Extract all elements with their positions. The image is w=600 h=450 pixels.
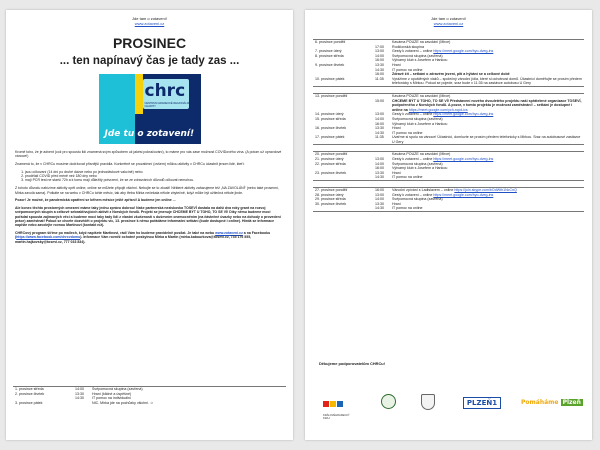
event-time: 13:00: [375, 157, 384, 162]
event-text: Svépomocná skupina (zavřená): [92, 387, 143, 391]
contact-text-pre: CHRCový program šíříme po mailech, když napíšete Martinovi, rádi Vám ho budeme pravidelně posílat. Je také na webu: [15, 231, 216, 236]
event-text: Uvařme si spolu na vánoce! Účastníci, domluvte se prosím předem telefonicky s Mirkou. Sraz na autobusové zastávce U Gery: [392, 135, 581, 144]
event-text: Svépomocná skupina (zavřená): [392, 116, 443, 121]
event-time: 14:30: [75, 396, 84, 401]
right-page: [305, 10, 592, 440]
event-row: [13, 401, 286, 406]
event-text: Kavárna POUZE na zavolání (Mirce): [392, 152, 451, 157]
page-header: [6, 10, 293, 26]
events-table: [13, 386, 286, 405]
thanks-sponsors-text: Děkujeme podporovatelům CHRCu!: [319, 361, 385, 366]
event-day: 8. prosince středa: [315, 53, 344, 58]
meeting-link[interactable]: https://meet.google.com/ych-ropd-ics: [408, 107, 468, 112]
event-time: 16:00: [375, 58, 384, 63]
event-day: 15. prosince středa: [315, 116, 346, 121]
event-description: [390, 77, 584, 87]
week-spacer-cell: [313, 86, 584, 93]
event-day: 28. prosince úterý: [315, 192, 344, 197]
event-time: 16:00: [375, 166, 384, 171]
round-seal-logo: [381, 394, 397, 412]
plzen-text: PLZEŇ: [466, 399, 493, 407]
event-day: 3. prosince pátek: [15, 400, 43, 405]
event-day: 23. prosince čtvrtek: [315, 170, 347, 175]
event-time: 14:00: [375, 116, 384, 121]
event-time: 17:00: [375, 44, 384, 49]
events-table: [313, 39, 584, 212]
event-text: Hraní: [392, 201, 401, 206]
event-day: 14. prosince úterý: [315, 112, 344, 117]
event-time: [73, 401, 90, 406]
intro-text: [6, 144, 293, 244]
week-spacer: [313, 181, 584, 188]
logo-slogan: Jde tu o zotavení!: [104, 129, 195, 139]
pomahame-plzen-text: Plzeň: [562, 399, 581, 406]
event-text: IT pomoc na online: [392, 175, 423, 180]
event-text: Kavárna POUZE na zavolání (Mirce): [392, 93, 451, 98]
event-text: Výtvarný klub s Josefem a Hankou: [392, 166, 448, 171]
partner-logos: [323, 392, 582, 420]
logo-yellow-stripe: [135, 74, 143, 114]
page-header: [305, 10, 592, 26]
event-text: Zdravě žít – setkání o zdravém jezení, pití a hýbání se a celkové době: [392, 72, 510, 77]
plzen-1-mark: [463, 397, 501, 409]
event-text: IT pomoc na individuální: [92, 396, 131, 401]
event-time: 13:30: [375, 62, 384, 67]
header-slogan: Jde tam o zotavení!: [431, 16, 466, 21]
event-text: Gesty k zotavení – online: [392, 192, 434, 197]
week-spacer-cell: [313, 145, 584, 152]
event-text: Gesty k zotavení – online: [392, 112, 434, 117]
event-time: 13:30: [375, 201, 384, 206]
event-time: 16:00: [375, 121, 384, 126]
event-time: 13:00: [375, 49, 384, 54]
event-text: IT pomoc na online: [392, 206, 423, 211]
header-url-link[interactable]: www.zotaveni.cz: [134, 21, 165, 26]
event-day: [313, 206, 373, 211]
kraj-logo-bars: [323, 394, 353, 412]
event-text: IT pomoc na online: [392, 67, 423, 72]
event-time: 11:35: [373, 77, 390, 87]
event-day: 21. prosince úterý: [315, 157, 344, 162]
conditions-list: [15, 170, 284, 183]
crest-icon: [421, 394, 435, 410]
event-description: [390, 99, 584, 113]
event-text: Výtvarný klub s Josefem a Hankou: [392, 121, 448, 126]
event-time: 14:30: [373, 175, 390, 180]
schedule-week-1: [13, 386, 286, 405]
event-day: 13. prosince pondělí: [313, 93, 373, 98]
event-row: [313, 206, 584, 211]
event-text: Vánoční zpívání s Ladislavem – online: [392, 188, 455, 193]
week-spacer-cell: [313, 181, 584, 188]
event-day: 17. prosince pátek: [313, 135, 373, 145]
meeting-link[interactable]: https://meet.google.com/hyo-dveg-ins: [433, 112, 494, 117]
event-day: 2. prosince čtvrtek: [15, 391, 45, 396]
event-text: Svépomocná skupina (zavřená): [392, 161, 443, 166]
week-spacer: [313, 145, 584, 152]
event-time: 14:00: [73, 387, 90, 392]
event-time: 11:35: [373, 135, 390, 145]
event-time: 13:30: [375, 170, 384, 175]
event-text: Hraní (klidné a úspěšné): [92, 391, 132, 396]
event-row: [313, 99, 584, 113]
kraj-logo: [323, 394, 353, 420]
facebook-link[interactable]: https://www.facebook.com/chrcvdomu: [16, 235, 81, 240]
meeting-link[interactable]: https://join.skype.com/bOdWth1NcCnQ: [454, 188, 517, 193]
event-time: 14:00: [375, 161, 384, 166]
event-time: 14:30: [375, 67, 384, 72]
contact-text-post: ). Informace Vám rovněž ochotně poskytnou Mirka a Martin (mirka.kabourkova@tosevi.cz, 735 176 555, martin.hajkovsky@tosevi.cz, 777 033 834).: [15, 235, 252, 244]
paragraph-online: Z tohoto důvodu nabízíme aktivity opět online, online se můžete připojit všichni. Nebojte se to zkusit! Některé aktivity zařazujeme též „NA ZAVOLÁNÍ“ (nebo také prosenní, Mirka zavolá sama). Potkáte se na webu v CHRCu tohle měsíc, tak aby třeba Mirka nečekala někde zbytečně, když může být užitečná někde jinde.: [15, 186, 279, 195]
event-day: 16. prosince čtvrtek: [315, 126, 347, 131]
event-day: 22. prosince středa: [315, 161, 346, 166]
meeting-link[interactable]: https://meet.google.com/hyo-dveg-ins: [433, 192, 494, 197]
event-text: Rodičovská skupina: [392, 44, 424, 49]
event-time: 14:30: [375, 130, 384, 135]
left-page: [6, 10, 293, 440]
seal-icon: [381, 394, 396, 409]
week-spacer: [313, 86, 584, 93]
event-description: [390, 135, 584, 145]
event-row: [313, 77, 584, 87]
event-text: Gesty k zotavení – online: [392, 49, 434, 54]
paragraph-project: Ale konec těchto prostorných omezení máme taky jednu zprávu dobrou! Naše partnerská neziskovka TOSEVÍ dostala na další dva roky grant na rozvoj svépomocných skupin a celkově sebeaktivujících aktivit z Norských fondů. Projekt se jmenuje CHCEME BÝT U TOHO, TO SE VÍ! Díky němu budeme moci pořádat spousta zajímavých věcí a budeme moci taky tady lidi z vlastní zkušeností s duševním onemocněním (na částečné úvazky nebo na dohody o provedení práce) zaměstnat! Pokud se chcete dozvědět o projektu víc, 13. prosince k němu pořádáme informační setkání (bude dostupné i online). Hledá se informace napište nebo zavolejte rovnou Martinovi (kontakt níž).: [15, 206, 281, 228]
meeting-link[interactable]: https://meet.google.com/hyo-dveg-ins: [433, 49, 494, 54]
event-day: 20. prosince pondělí: [313, 152, 373, 157]
event-day: 30. prosince čtvrtek: [315, 201, 347, 206]
event-time: 16:00: [375, 72, 384, 77]
event-time: 13:30: [375, 126, 384, 131]
event-text: Gesty k zotavení – online: [392, 157, 434, 162]
city-crest-logo: [421, 394, 439, 412]
plzen-number: 1: [492, 399, 498, 407]
condition-item: 2. prodělali COVID před méně než 180 dny nebo: [25, 174, 284, 178]
website-link[interactable]: www.zotaveni.cz: [215, 231, 243, 236]
event-day: 7. prosince úterý: [315, 49, 342, 54]
event-text: CHCEME BÝT U TOHO, TO SE VÍ! Představení nového dvouletého projektu naší spřátelené organizace TOSEVÍ, podpořeného z Norských fondů. A pozor, v tomto projektu je možnost zaměstnání! – setkání je dostupné i online na: [392, 98, 582, 112]
event-time: 13:30: [75, 391, 84, 396]
event-row: [313, 135, 584, 145]
page-subtitle: ... ten napínavý čas je tady zas ...: [59, 55, 240, 67]
event-description: [90, 401, 286, 406]
meeting-link[interactable]: https://meet.google.com/hyo-dveg-ins: [433, 157, 494, 162]
event-time: 16:00: [373, 188, 390, 193]
paragraph-contact: [15, 231, 284, 244]
logo-mark-subtext: CENTRUM HRADECKÉ REGIONÁLNÍ CHARITY: [144, 102, 190, 108]
event-text: Svépomocná skupina (zavřená): [392, 53, 443, 58]
plzen-1-logo: [463, 397, 503, 415]
header-url-link[interactable]: www.zotaveni.cz: [433, 21, 464, 26]
event-text: Vyrážíme z opuštěných vlaků – společný vánoční jídla, které si ochotnost domů. Účastníci doměřujte se prosím předem telefonicky s Mirkou. Pokud se pojede, sraz bude v 11:35 na zastávce autobusu U Gery: [392, 76, 582, 86]
event-text: Výtvarný klub s Josefem a Hankou: [392, 58, 448, 63]
kraj-logo-text: KRÁLOVÉHRADECKÝ KRAJ: [323, 414, 350, 420]
paragraph-advent: Kromě toho, že je advent (což pro spoustu lidí znamená svým způsobem už jakési pokračování), to máme pro vás zase možnost COVIDového vína. (A potom už opravdové vánoce!): [15, 150, 282, 159]
logo-mark-text: chrc: [144, 81, 186, 101]
condition-item: 1. jsou očkovaní (14 dní po druhé dávce nebo po jednodávkové vakcíně) nebo: [25, 170, 284, 174]
pomahame-text: Pomáháme: [521, 399, 559, 406]
paragraph-rules: Znamená to, že v CHRCu musíme dodržovat přísnější pravidla. Konkrétně se prozatímní (ovšem) můžou aktivity v CHRCu účastnit jenom lidé, kteří:: [15, 162, 245, 167]
event-text: Hraní: [392, 170, 401, 175]
event-day: [313, 99, 373, 113]
chrc-logo-image: [99, 74, 201, 144]
event-time: 15:00: [375, 98, 384, 103]
event-text: Svépomocná skupina (zavřená): [392, 197, 443, 202]
event-time: 13:00: [375, 192, 384, 197]
event-time: 14:00: [375, 53, 384, 58]
contact-text-mid: a na Facebooku (: [15, 231, 271, 240]
event-text: Kavárna POUZE na zavolání (Mirce): [392, 40, 451, 44]
event-day: 10. prosince pátek: [313, 77, 373, 87]
event-day: 6. prosince pondělí: [313, 40, 373, 45]
event-time: 13:00: [375, 112, 384, 117]
event-text: IT pomoc na online: [392, 130, 423, 135]
schedule-weeks: [313, 39, 584, 212]
event-text: Hraní: [392, 126, 401, 131]
event-day: 1. prosince středa: [13, 387, 73, 392]
event-description: [390, 206, 584, 211]
event-day: 9. prosince čtvrtek: [315, 62, 345, 67]
paragraph-warning: Pozor! Je možné, že pandemická opatření se během měsíce ještě zpřísní! A budeme jen online ...: [15, 198, 176, 203]
event-time: 14:00: [375, 197, 384, 202]
condition-item: 3. mají PCR test ne starší 72h a k tomu mají důležitý potvrzení, že se ze zdravotních důvodů očkovat nemohou.: [25, 178, 284, 182]
pomahame-plzen-logo: [521, 397, 581, 415]
event-text: Hraní: [392, 62, 401, 67]
event-day: 27. prosince pondělí: [313, 188, 373, 193]
header-slogan: Jde tam o zotavení!: [132, 16, 167, 21]
event-text: NIC. Mirka jde na pochůzky všichni. ☺: [92, 400, 154, 405]
pomahame-mark: [521, 397, 581, 409]
page-title: PROSINEC: [112, 35, 187, 51]
event-time: 14:30: [373, 206, 390, 211]
event-day: 29. prosince středa: [315, 197, 346, 202]
